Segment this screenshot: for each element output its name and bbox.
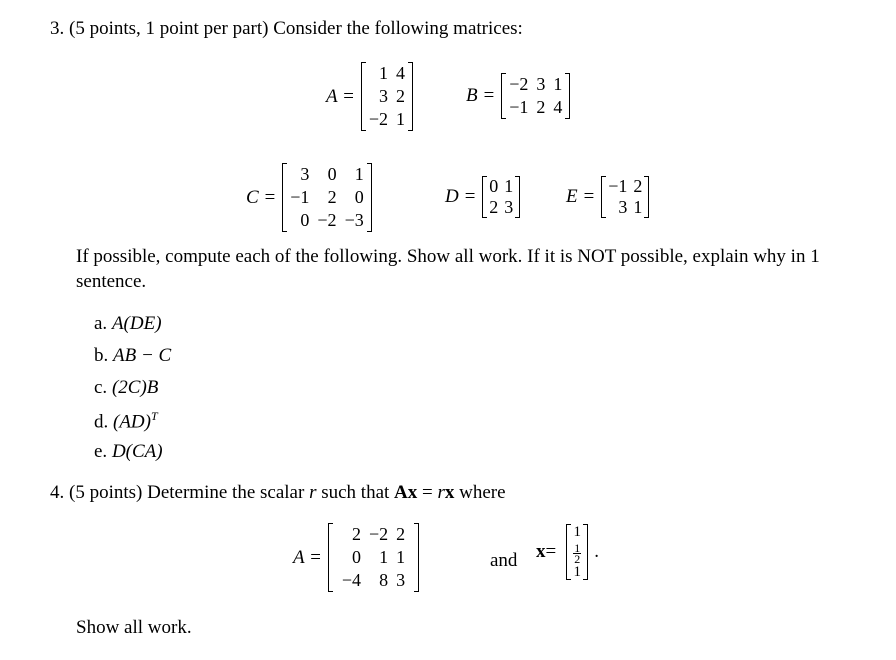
- matrix-entry: 2: [633, 176, 643, 196]
- x-vector-fraction: $\frac{1}{2}$: [574, 541, 581, 566]
- matrix-B: [501, 73, 570, 119]
- matrix-E-label: E =: [566, 186, 596, 207]
- problem4-matrix-A-equation: [293, 523, 419, 592]
- matrix-C-equation: [246, 163, 372, 232]
- matrix-entry: 1: [354, 164, 364, 184]
- matrix-C-label: C =: [246, 186, 277, 208]
- matrix-entry: −1: [290, 187, 310, 207]
- part-e: e. D(CA): [94, 441, 163, 462]
- matrix-entry: −4: [341, 570, 361, 590]
- matrix-entry: 3: [536, 74, 546, 94]
- matrix-C: [282, 163, 371, 232]
- problem4-number: 4.: [50, 482, 65, 503]
- x-vector-entry-1: 1: [573, 524, 581, 540]
- instruction-line-1: If possible, compute each of the following. Show all work. If it is NOT possible, explain why in 1: [76, 246, 820, 267]
- matrix-entry: 3: [396, 570, 406, 590]
- matrix-entry: 3: [379, 86, 388, 106]
- matrix-B-equation: [466, 73, 570, 119]
- part-a-expression: A(DE): [111, 313, 162, 334]
- matrix-entry: 0: [300, 210, 310, 230]
- matrix-entry: 2: [396, 86, 405, 106]
- show-all-work: Show all work.: [76, 617, 192, 638]
- matrix-entry: 8: [379, 570, 389, 590]
- instruction-line-2: sentence.: [76, 271, 147, 292]
- part-e-expression: D(CA): [111, 441, 163, 462]
- part-b-expression: AB − C: [113, 345, 172, 366]
- part-d: d. (AD)$^T$: [94, 409, 158, 433]
- problem4-matrix-A: [328, 523, 419, 592]
- part-b: b. AB − C: [94, 345, 172, 366]
- matrix-entry: 3: [300, 164, 310, 184]
- matrix-entry: −2: [317, 210, 337, 230]
- matrix-entry: 3: [504, 197, 514, 217]
- part-c: c. (2C)B: [94, 377, 159, 398]
- x-vector: [566, 524, 588, 580]
- problem4-matrix-A-label: A =: [293, 546, 322, 568]
- matrix-entry: 2: [536, 97, 546, 117]
- part-a: a. A(DE): [94, 313, 162, 334]
- matrix-A-equation: [326, 62, 413, 131]
- matrix-entry: 3: [618, 197, 628, 217]
- matrix-entry: 1: [633, 197, 643, 217]
- problem4-header: 4. (5 points) Determine the scalar r such that Ax = rx where: [50, 482, 506, 503]
- x-vector-equation: x = 1 $\frac{1}{2}$ 1 .: [536, 524, 599, 580]
- matrix-entry: 1: [396, 547, 406, 567]
- matrix-entry: 4: [396, 63, 405, 83]
- part-d-expression: (AD): [113, 411, 151, 433]
- x-vector-entry-3: 1: [573, 564, 581, 580]
- matrix-entry: −2: [368, 109, 388, 129]
- matrix-entry: 1: [504, 176, 514, 196]
- matrix-entry: −1: [509, 97, 529, 117]
- matrix-entry: 4: [553, 97, 563, 117]
- matrix-entry: 2: [352, 524, 361, 544]
- matrix-entry: 2: [396, 524, 406, 544]
- matrix-entry: 1: [379, 63, 388, 83]
- matrix-D-equation: [445, 176, 520, 218]
- matrix-entry: 0: [354, 187, 364, 207]
- matrix-entry: 0: [352, 547, 361, 567]
- matrix-entry: 0: [327, 164, 337, 184]
- matrix-B-label: B =: [466, 85, 496, 106]
- matrix-entry: 1: [553, 74, 563, 94]
- part-d-superscript: T: [150, 409, 158, 423]
- problem3-header: [50, 18, 523, 40]
- matrix-E: [601, 176, 649, 218]
- matrix-entry: −1: [608, 176, 628, 196]
- problem3-number: 3.: [50, 18, 65, 39]
- period: .: [594, 541, 599, 562]
- matrix-entry: 1: [396, 109, 405, 129]
- matrix-E-equation: [566, 176, 649, 218]
- and-word: and: [490, 550, 518, 571]
- matrix-A: [361, 62, 413, 131]
- matrix-D: [482, 176, 520, 218]
- matrix-entry: 2: [327, 187, 337, 207]
- matrix-entry: −2: [369, 524, 389, 544]
- matrix-entry: −3: [344, 210, 364, 230]
- matrix-entry: −2: [509, 74, 529, 94]
- x-vector-label: x: [536, 541, 546, 562]
- problem3-intro: (5 points, 1 point per part) Consider the following matrices:: [69, 18, 523, 39]
- matrix-entry: 0: [489, 176, 499, 196]
- matrix-D-label: D =: [445, 186, 477, 207]
- matrix-entry: 2: [489, 197, 499, 217]
- part-c-expression: (2C)B: [111, 377, 159, 398]
- matrix-A-label: A =: [326, 85, 355, 107]
- matrix-entry: 1: [379, 547, 389, 567]
